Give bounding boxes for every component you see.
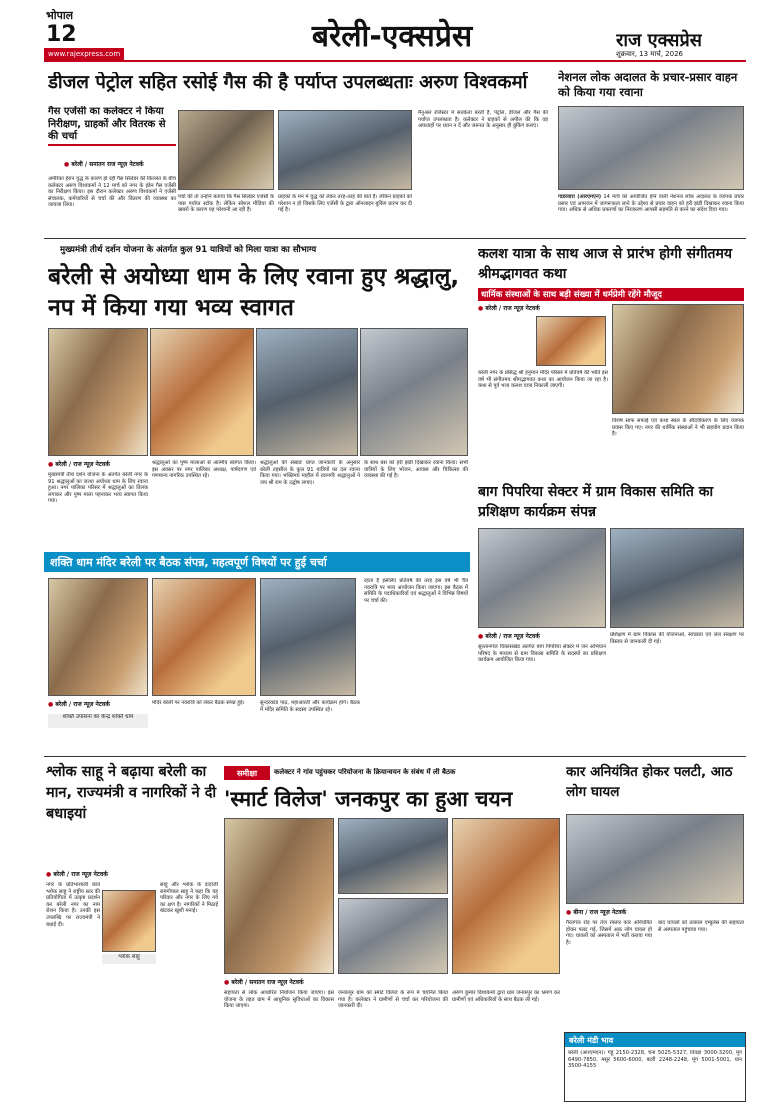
photo-meeting-3 <box>260 578 356 696</box>
story-ayodhya <box>44 242 470 550</box>
story-lokadalat <box>556 68 746 236</box>
story-smart <box>224 760 560 1100</box>
body-col2: पर्चा की तो उन्होंने बताया कि गैस सिलेंडर एजेंसी के पास पर्याप्त स्टॉक है। लेकिन सोशल मीडिया की खबरों के कारण यह परेशानी आ रही है। <box>178 194 274 214</box>
photo-gas-agency <box>178 110 274 190</box>
photo-vehicle <box>558 106 744 190</box>
masthead <box>0 0 778 62</box>
subhead-rule <box>48 144 176 146</box>
photo-hospital <box>566 814 744 904</box>
headline: डीजल पेट्रोल सहित रसोई गैस की है पर्याप्त उपलब्धताः अरुण विश्वकर्मा <box>48 72 528 93</box>
website-bar <box>44 48 124 60</box>
body-col1: गैरतगंज रोड पर तेज रफ्तार कार अनियंत्रित होकर पलट गई, जिसमें आठ लोग घायल हो गए। घायलों को अस्पताल में भर्ती कराया गया है। <box>566 920 652 946</box>
body2: विशेष साफ सफाई एवं कथा स्थल के सौंदर्यीकरण के लिए व्यापक प्रयास किए गए। नगर की धार्मिक संस्थाओं ने भी सहयोग प्रदान किया है। <box>612 418 744 438</box>
edition-date: शुक्रवार, 13 मार्च, 2026 <box>616 50 683 58</box>
body-col3: अरुण कुमार विश्वकर्मा द्वारा ग्राम जनकपुर का भ्रमण कर ग्रामीणों एवं अधिकारियों के साथ बैठक ली गई। <box>452 990 560 1003</box>
body-col2: बाद घायलों को तत्काल एम्बुलेंस की सहायता से अस्पताल पहुंचाया गया। <box>658 920 744 933</box>
byline: ● बरेली / राज न्यूज़ नेटवर्क <box>48 700 148 708</box>
kicker: कलेक्टर ने गांव पहुंचकर परियोजना के क्रियान्वयन के संबंध में ली बैठक <box>274 768 456 776</box>
story-shlok <box>44 760 220 1100</box>
photo-meeting-2 <box>152 578 256 696</box>
photo-training-1 <box>478 528 606 628</box>
body-col1: मुख्यमंत्री तीर्थ दर्शन योजना के अंतर्गत बरेली नगर के 91 श्रद्धालुओं का जत्था अयोध्या धाम के लिए रवाना हुआ। नगर पालिका परिसर में श्रद्धालुओं का तिलक लगाकर और पुष्प माला पहनाकर भव्य स्वागत किया गया। <box>48 472 148 505</box>
photo-shlok <box>102 890 156 952</box>
story-shakti <box>44 552 470 752</box>
photo-gathering <box>452 818 560 974</box>
headline: कार अनियंत्रित होकर पलटी, आठ लोग घायल <box>566 764 733 800</box>
mandi-box <box>564 1032 746 1102</box>
headline: कलश यात्रा के साथ आज से प्रारंभ होगी संगीतमय श्रीमद्भागवत कथा <box>478 246 732 282</box>
headline: नेशनल लोक अदालत के प्रचार-प्रसार वाहन को किया गया रवाना <box>558 70 738 99</box>
masthead-rule <box>44 60 746 62</box>
photo-venue <box>612 304 744 414</box>
headline-band <box>44 552 470 572</box>
body-col2: साहू और श्लोक के दादाजी रामगोपाल साहू ने कहा कि यह परिवार और नगर के लिए गर्व का क्षण है। नागरिकों ने मिठाई बांटकर खुशी मनाई। <box>160 882 218 915</box>
body-col2: प्रशिक्षण में ग्राम विकास की योजनाओं, स्वच्छता एवं जल संरक्षण पर विस्तार से जानकारी दी गई। <box>610 632 744 645</box>
story-gas <box>44 64 550 236</box>
body-col1: नगर के प्रतिभाशाली छात्र श्लोक साहू ने राष्ट्रीय स्तर की प्रतियोगिता में उत्कृष्ट प्रदर्शन कर बरेली नगर का नाम रोशन किया है। उनकी इस उपलब्धि पर राज्यमंत्री ने बधाई दी। <box>46 882 100 928</box>
body-col1: अमेरिका ईरान युद्ध के कारण हो रही गैस सिलेंडर की किल्लत के बीच कलेक्टर अरुण विश्वकर्मा ने 12 मार्च को नगर के इंडेन गैस एजेंसी का निरीक्षण किया। इस दौरान कलेक्टर अरुण विश्वकर्मा ने एजेंसी संचालक, कर्मचारियों से चर्चा की और वितरण की व्यवस्था का जायजा लिया। <box>48 176 176 209</box>
story-car <box>564 760 746 1030</box>
tag: समीक्षा <box>224 766 270 780</box>
byline: ● बीना / राज न्यूज़ नेटवर्क <box>566 908 744 916</box>
body-col1: सुल्तानगंज विकासखंड अंतर्गत बाग पिपरिया सेक्टर में जन अभियान परिषद के माध्यम से ग्राम विकास समिति के सदस्यों का प्रशिक्षण कार्यक्रम आयोजित किया गया। <box>478 644 606 664</box>
page-number: 12 <box>46 22 77 47</box>
photo-kathavachak <box>536 316 606 366</box>
body-col3: श्रद्धालुओं की संख्याः प्राप्त जानकारी के अनुसार बरेली तहसील के कुल 91 यात्रियों का दल रवाना किया गया। भक्तिमय माहौल में रवानगीः श्रद्धालुओं ने जय श्री राम के उद्घोष लगाए। <box>260 460 360 486</box>
body-col1: सहायता से लोक आधारित नियोजन किया जाएगा। इस योजना के तहत ग्राम में आधुनिक सुविधाओं का विकास किया जाएगा। <box>224 990 334 1010</box>
byline: ● बरेली / राज न्यूज़ नेटवर्क <box>48 460 148 468</box>
body-col2: रहता है इसलिए प्रतिवर्ष की तरह इस वर्ष भी चैत्र नवरात्रि पर भव्य आयोजन किया जाएगा। इस बैठक में समिति के पदाधिकारियों एवं श्रद्धालुओं ने विभिन्न विषयों पर चर्चा की। <box>364 578 468 604</box>
brand-logo: राज एक्सप्रेस <box>616 30 702 51</box>
body-text: 14 मार्च को आयोजित होने वाली नेशनल लोक अदालत के व्यापक प्रचार प्रसार एवं आमजन में जागरूकता लाने के उद्देश्य से प्रचार वाहन को हरी झंडी दिखाकर रवाना किया गया। अधिक से अधिक प्रकरणों का निराकरण आपसी सहमति से करने का संदेश दिया गया। <box>558 194 744 214</box>
caption-2: मंदिर बरेली पर नवरात्रि को लेकर बैठक संपन्न हुई। <box>152 700 245 706</box>
byline: ● बरेली / राज न्यूज़ नेटवर्क <box>478 304 606 312</box>
photo-group <box>256 328 358 456</box>
photo-collector-visit <box>224 818 334 974</box>
body-col2: श्रद्धालुओं का पुष्प मालाओं से आत्मीय स्वागत किया। इस अवसर पर नगर पालिका अध्यक्ष, पार्षदगण एवं गणमान्य नागरिक उपस्थित रहे। <box>152 460 256 480</box>
subhead: गैस एजेंसी का कलेक्टर ने किया निरीक्षण, ग्राहकों और वितरक से की चर्चा <box>48 106 166 142</box>
photo-village-meeting <box>338 818 448 894</box>
photo-meeting-1 <box>48 578 148 696</box>
headline: श्लोक साहू ने बढ़ाया बरेली का मान, राज्यमंत्री व नागरिकों ने दी बधाइयां <box>46 764 217 822</box>
kicker: मुख्यमंत्री तीर्थ दर्शन योजना के अंतर्गत कुल 91 यात्रियों को मिला यात्रा का सौभाग्य <box>60 245 317 255</box>
mandi-title: बरेली मंडी भाव <box>565 1033 745 1047</box>
website-link[interactable]: www.rajexpress.com <box>48 50 121 58</box>
byline: ● बरेली / सनातन राज न्यूज़ नेटवर्क <box>64 160 184 168</box>
subhead: धार्मिक संस्थाओं के साथ बड़ी संख्या में धर्मप्रेमी रहेंगे मौजूद <box>478 288 744 301</box>
mandi-body: बरेली (आरएमएन)। गेहूं 2150-2328, चना 5025-5327, तिवड़ा 3000-3200, मूंग 6490-7850, मसूर 5600-6000, बटरी 2248-2248, मूंग 5001-5001, धान 3500-4155 <box>568 1050 742 1070</box>
headline: शक्ति धाम मंदिर बरेली पर बैठक संपन्न, महत्वपूर्ण विषयों पर हुई चर्चा <box>50 556 327 569</box>
body-col2: जनकपुर ग्राम को स्मार्ट विलेज के रूप में चयनित किया गया है। कलेक्टर ने ग्रामीणों से चर्चा कर परियोजना की जानकारी दी। <box>338 990 448 1010</box>
body-col4: के साथ बस को हरी झंडी दिखाकर रवाना किया। सभी यात्रियों के लिए भोजन, आवास और चिकित्सा की व्यवस्था की गई है। <box>364 460 468 480</box>
photo-villagers <box>338 898 448 974</box>
photo-caption: श्लोक साहू <box>102 954 156 964</box>
byline: ● बरेली / राज न्यूज़ नेटवर्क <box>46 870 218 878</box>
body-col1: सुन्दरकांड पाठ, महाआरती और कार्यक्रम होंगे। बैठक में मंदिर समिति के सदस्य उपस्थित रहे। <box>260 700 360 713</box>
body-col3: ग्राहकों के मन में युद्ध को लेकर तरह-तरह की बातें हैं। लेकिन ग्राहकों को परेशान न हो जिसके लिए एजेंसी के द्वारा ऑनलाइन बुकिंग प्रारंभ कर दी गई है। <box>278 194 412 214</box>
caption-1: शक्ति उपासना का केन्द्र शक्ति धाम <box>48 714 148 728</box>
body <box>558 194 744 236</box>
photo-collector <box>278 110 412 190</box>
story-kalash <box>474 242 746 474</box>
byline: गाडरवारा (आरएमएन) <box>558 194 602 200</box>
body-col4: मैनुअल रजिस्टर में सतर्कता बरती है, पेट्रोल, डीजल और गैस की पर्याप्त उपलब्धता है। कलेक्टर ने ग्राहकों से अपील की कि वह अफवाहों पर ध्यान न दें और जरूरत के अनुसार ही बुकिंग कराएं। <box>418 110 548 130</box>
headline: बाग पिपरिया सेक्टर में ग्राम विकास समिति का प्रशिक्षण कार्यक्रम संपन्न <box>478 484 714 520</box>
photo-training-2 <box>610 528 744 628</box>
photo-welcome <box>150 328 254 456</box>
divider <box>44 238 746 239</box>
headline: बरेली से अयोध्या धाम के लिए रवाना हुए श्रद्धालु, नप में किया गया भव्य स्वागत <box>48 264 460 321</box>
photo-temple <box>48 328 148 456</box>
city-label: भोपाल <box>46 9 74 22</box>
body: बरेली नगर के प्रसिद्ध श्री हनुमान मंदिर परिसर में प्रतिवर्ष की भांति इस वर्ष भी संगीतमय श्रीमद्भागवत कथा का आयोजन किया जा रहा है। कथा से पूर्व भव्य कलश यात्रा निकाली जाएगी। <box>478 370 608 390</box>
divider <box>44 756 746 757</box>
photo-bus <box>360 328 468 456</box>
byline: ● बरेली / राज न्यूज़ नेटवर्क <box>478 632 606 640</box>
story-bagh <box>474 480 746 752</box>
byline: ● बरेली / सनातन राज न्यूज़ नेटवर्क <box>224 978 424 986</box>
paper-title: बरेली-एक्सप्रेस <box>311 19 473 54</box>
headline: 'स्मार्ट विलेज' जनकपुर का हुआ चयन <box>224 787 513 811</box>
